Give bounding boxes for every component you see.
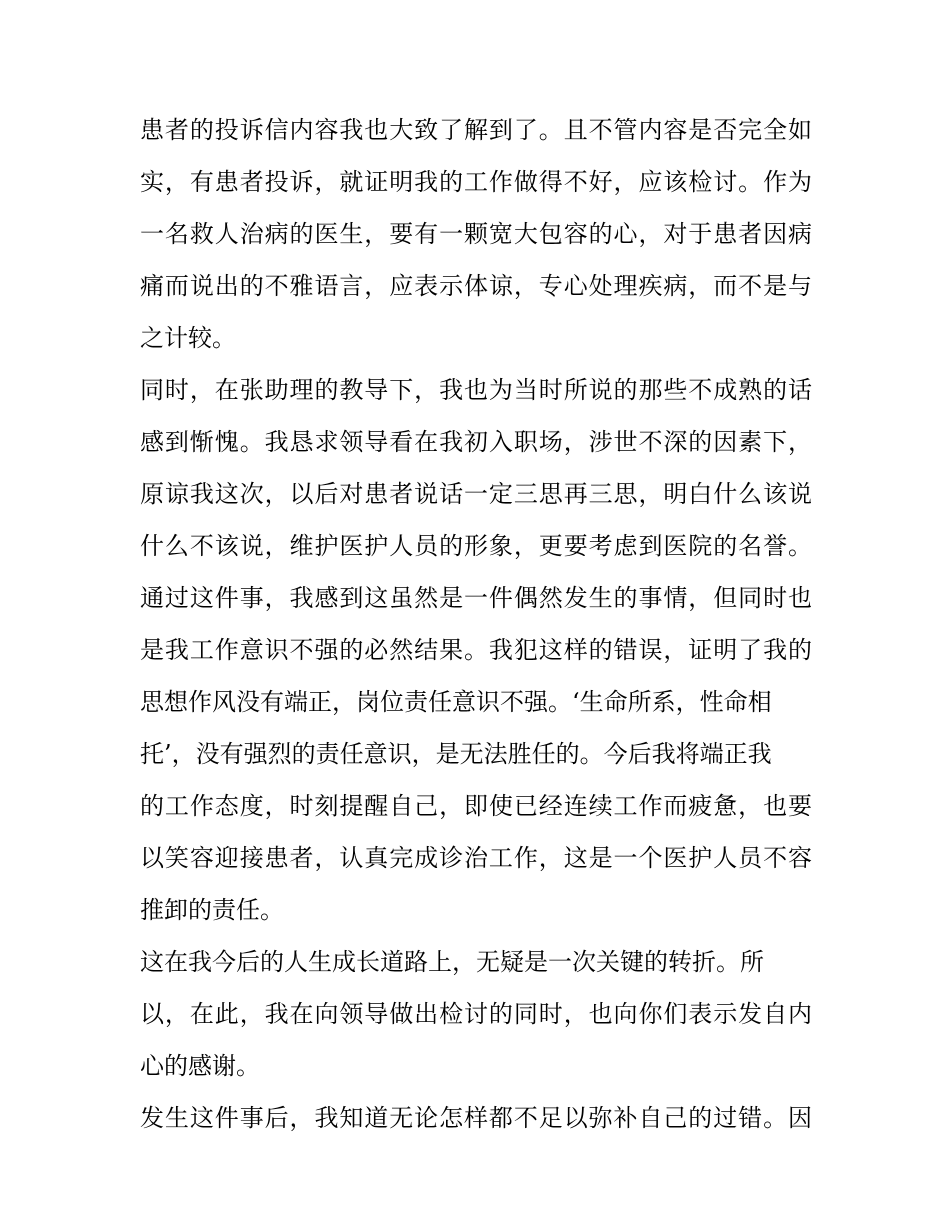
text-line: 一名救人治病的医生，要有一颗宽大包容的心，对于患者因病 (140, 220, 812, 248)
text-line: 思想作风没有端正，岗位责任意识不强。‘生命所系，性命相 (140, 688, 772, 716)
text-line: 这在我今后的人生成长道路上，无疑是一次关键的转折。所 (140, 948, 764, 976)
text-line: 原谅我这次，以后对患者说话一定三思再三思，明白什么该说 (140, 480, 812, 508)
document-body (140, 104, 812, 1144)
text-line: 推卸的责任。 (140, 896, 284, 924)
text-line: 之计较。 (140, 324, 236, 352)
text-line: 以笑容迎接患者，认真完成诊治工作，这是一个医护人员不容 (140, 844, 812, 872)
text-line: 患者的投诉信内容我也大致了解到了。且不管内容是否完全如 (140, 116, 812, 144)
paragraph-4 (140, 936, 812, 1092)
text-line: 是我工作意识不强的必然结果。我犯这样的错误，证明了我的 (140, 636, 812, 664)
text-line: 以，在此，我在向领导做出检讨的同时，也向你们表示发自内 (140, 1000, 812, 1028)
paragraph-5 (140, 1092, 812, 1144)
text-line: 发生这件事后，我知道无论怎样都不足以弥补自己的过错。因 (140, 1104, 812, 1132)
text-line: 心的感谢。 (140, 1052, 260, 1080)
text-line: 托’，没有强烈的责任意识，是无法胜任的。今后我将端正我 (140, 740, 772, 768)
text-line: 同时，在张助理的教导下，我也为当时所说的那些不成熟的话 (140, 376, 812, 404)
text-line: 痛而说出的不雅语言，应表示体谅，专心处理疾病，而不是与 (140, 272, 812, 300)
text-line: 通过这件事，我感到这虽然是一件偶然发生的事情，但同时也 (140, 584, 812, 612)
text-line: 的工作态度，时刻提醒自己，即使已经连续工作而疲惫，也要 (140, 792, 812, 820)
text-line: 感到惭愧。我恳求领导看在我初入职场，涉世不深的因素下， (140, 428, 812, 456)
paragraph-1 (140, 104, 812, 364)
paragraph-2 (140, 364, 812, 572)
paragraph-3 (140, 572, 812, 936)
text-line: 什么不该说，维护医护人员的形象，更要考虑到医院的名誉。 (140, 532, 812, 560)
text-line: 实，有患者投诉，就证明我的工作做得不好，应该检讨。作为 (140, 168, 812, 196)
